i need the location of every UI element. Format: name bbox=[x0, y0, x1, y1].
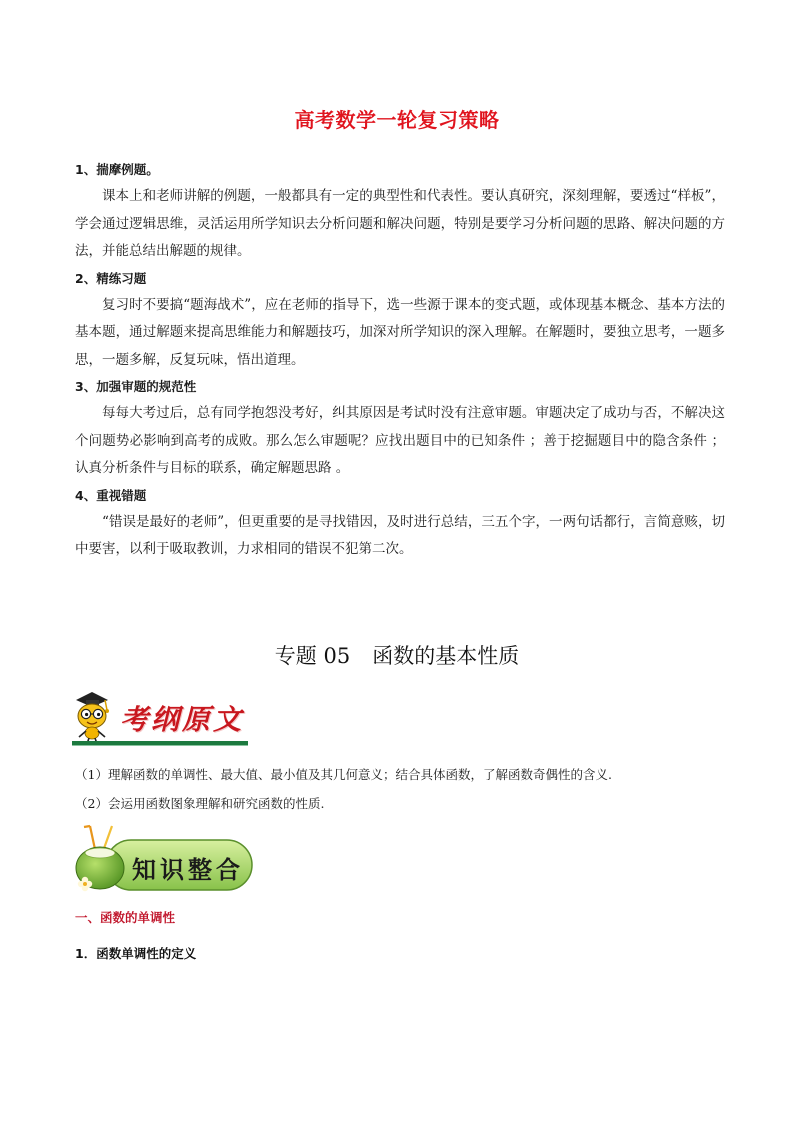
strategy-heading: 1、揣摩例题。 bbox=[75, 162, 159, 177]
knowledge-banner bbox=[72, 824, 254, 896]
strategy-heading: 4、重视错题 bbox=[75, 487, 147, 503]
topic-name: 函数的基本性质 bbox=[372, 644, 520, 668]
subsection-heading: 1．函数单调性的定义 bbox=[75, 946, 197, 961]
strategy-item bbox=[75, 157, 725, 266]
strategy-item bbox=[75, 483, 725, 564]
strategy-item bbox=[75, 374, 725, 483]
outline-banner-label: 考纲原文 bbox=[120, 703, 245, 736]
strategy-text: 每每大考过后，总有同学抱怨没考好，纠其原因是考试时没有注意审题。审题决定了成功与否，不解决这个问题势必影响到高考的成败。那么怎么审题呢？应找出题目中的已知条件 ；善于挖掘题目中的隐含条件 ；认真分析条件与目标的联系，确定解题思路 。 bbox=[75, 405, 725, 476]
outline-item: （1）理解函数的单调性、最大值、最小值及其几何意义；结合具体函数，了解函数奇偶性的含义. bbox=[75, 767, 612, 782]
strategy-text: 课本上和老师讲解的例题，一般都具有一定的典型性和代表性。要认真研究，深刻理解，要透过“样板”，学会通过逻辑思维，灵活运用所学知识去分析问题和解决问题，特别是要学习分析问题的思路、解决问题的方法，并能总结出解题的规律。 bbox=[75, 188, 725, 259]
topic-number: 专题 05 bbox=[274, 644, 351, 668]
strategy-list bbox=[75, 157, 725, 564]
strategy-text: “错误是最好的老师”，但更重要的是寻找错因，及时进行总结，三五个字，一两句话都行，言简意赅，切中要害，以利于吸取教训，力求相同的错误不犯第二次。 bbox=[75, 513, 725, 557]
topic-title bbox=[0, 640, 794, 670]
strategy-heading: 2、精练习题 bbox=[75, 270, 147, 286]
outline-list bbox=[75, 761, 745, 818]
page-title: 高考数学一轮复习策略 bbox=[294, 108, 500, 132]
section-heading: 一、函数的单调性 bbox=[75, 910, 176, 925]
outline-banner bbox=[72, 686, 252, 746]
outline-item: （2）会运用函数图象理解和研究函数的性质. bbox=[75, 795, 325, 811]
strategy-item bbox=[75, 266, 725, 375]
knowledge-banner-label: 知识整合 bbox=[132, 856, 244, 884]
strategy-heading: 3、加强审题的规范性 bbox=[75, 379, 197, 394]
strategy-text: 复习时不要搞“题海战术”，应在老师的指导下，选一些源于课本的变式题，或体现基本概念、基本方法的基本题，通过解题来提高思维能力和解题技巧，加深对所学知识的深入理解。在解题时，要独立思考，一题多思，一题多解，反复玩味，悟出道理。 bbox=[75, 296, 725, 368]
